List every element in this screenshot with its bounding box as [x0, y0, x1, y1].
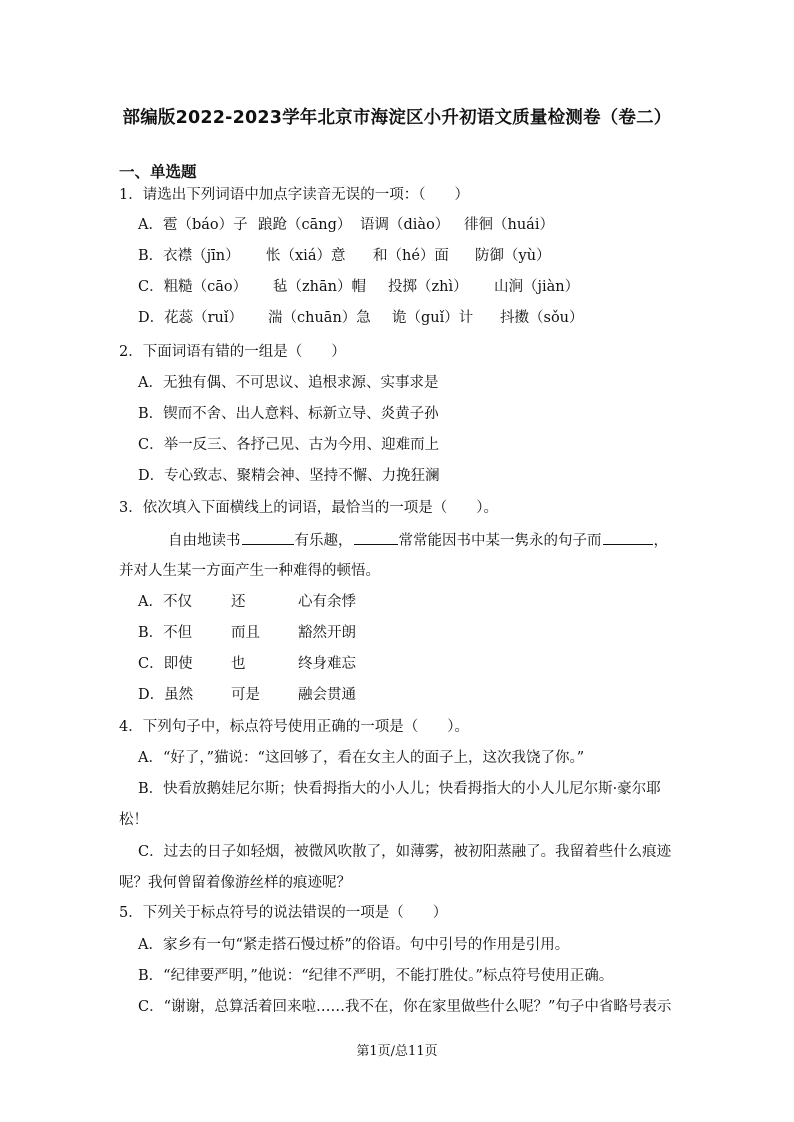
question-1-option-d	[138, 308, 584, 328]
question-4-option-b-line-1: B．快看放鹅娃尼尔斯；快看拇指大的小人儿；快看拇指大的小人儿尼尔斯·豪尔耶	[138, 781, 661, 797]
option-item: 而且	[231, 625, 260, 641]
passage-text: 自由地读书	[168, 533, 241, 549]
option-item: 还	[231, 594, 246, 610]
question-2-option-c: C．举一反三、各抒己见、古为今用、迎难而上	[138, 437, 440, 453]
option-item: 融会贯通	[298, 687, 356, 703]
option-item: 也	[231, 656, 246, 672]
document-title: 部编版2022-2023学年北京市海淀区小升初语文质量检测卷（卷二）	[122, 108, 672, 128]
option-item: 心有余悸	[298, 594, 356, 610]
passage-text: ，	[653, 533, 668, 549]
passage-text: 有乐趣，	[294, 533, 353, 549]
question-1-option-b	[138, 246, 551, 266]
option-item: 抖擞（sǒu）	[500, 310, 584, 326]
question-3-passage-line-2: 并对人生某一方面产生一种难得的顿悟。	[119, 563, 380, 579]
question-1-option-c	[138, 277, 579, 297]
question-4-option-c-line-1: C．过去的日子如轻烟，被微风吹散了，如薄雾，被初阳蒸融了。我留着些什么痕迹	[138, 844, 672, 860]
question-3-passage-line-1	[168, 530, 668, 551]
question-5-option-b: B．“纪律要严明，”他说：“纪律不严明，不能打胜仗。”标点符号使用正确。	[138, 968, 614, 984]
option-item: 豁然开朗	[298, 625, 356, 641]
option-item: B．衣襟（jīn）	[138, 248, 240, 264]
option-item: 湍（chuān）急	[268, 310, 371, 326]
question-2-option-b: B．锲而不舍、出人意料、标新立导、炎黄子孙	[138, 406, 439, 422]
question-2-stem: 2．下面词语有错的一组是（ ）	[119, 344, 346, 360]
option-item: 山涧（jiàn）	[494, 279, 580, 295]
question-4-option-b-line-2: 松！	[119, 812, 148, 828]
fill-blank	[603, 530, 653, 545]
question-5-stem: 5．下列关于标点符号的说法错误的一项是（ ）	[119, 905, 448, 921]
option-item: C．即使	[138, 656, 193, 672]
question-2-option-d: D．专心致志、聚精会神、坚持不懈、力挽狂澜	[138, 468, 440, 484]
option-item: 踉跄（cāng）	[258, 217, 352, 233]
question-3-stem: 3．依次填入下面横线上的词语，最恰当的一项是（ ）。	[119, 500, 498, 516]
section-heading: 一、单选题	[119, 163, 197, 181]
option-item: 毡（zhān）帽	[273, 279, 366, 295]
page-number-footer: 第1页/总11页	[356, 1044, 438, 1059]
option-item: 终身难忘	[298, 656, 356, 672]
option-item: 诡（guǐ）计	[392, 310, 474, 326]
option-item: 徘徊（huái）	[464, 217, 554, 233]
question-2-option-a: A．无独有偶、不可思议、追根求源、实事求是	[138, 375, 439, 391]
option-item: 可是	[231, 687, 260, 703]
question-5-option-a: A．家乡有一句“紧走搭石慢过桥”的俗语。句中引号的作用是引用。	[138, 937, 570, 953]
question-3-option-a	[138, 592, 356, 612]
option-item: A．不仅	[138, 594, 192, 610]
fill-blank	[354, 530, 398, 545]
option-item: 怅（xiá）意	[266, 248, 346, 264]
option-item: 投掷（zhì）	[388, 279, 468, 295]
option-item: C．粗糙（cāo）	[138, 279, 248, 295]
option-item: 防御（yù）	[475, 248, 551, 264]
question-3-option-b	[138, 623, 356, 643]
option-item: D．花蕊（ruǐ）	[138, 310, 244, 326]
option-item: D．虽然	[138, 687, 194, 703]
fill-blank	[242, 530, 294, 545]
option-item: 和（hé）面	[373, 248, 449, 264]
option-item: A．雹（báo）子	[138, 217, 248, 233]
option-item: B．不但	[138, 625, 193, 641]
question-3-option-c	[138, 654, 356, 674]
passage-text: 常常能因书中某一隽永的句子而	[398, 533, 602, 549]
question-1-stem: 1．请选出下列词语中加点字读音无误的一项：（ ）	[119, 187, 469, 203]
question-1-option-a	[138, 215, 554, 235]
question-4-stem: 4．下列句子中，标点符号使用正确的一项是（ ）。	[119, 719, 469, 735]
question-4-option-a: A．“好了，”猫说：“这回够了，看在女主人的面子上，这次我饶了你。”	[138, 750, 585, 766]
option-item: 语调（diào）	[360, 217, 450, 233]
question-3-option-d	[138, 685, 356, 705]
question-4-option-c-line-2: 呢？我何曾留着像游丝样的痕迹呢？	[119, 875, 351, 891]
question-5-option-c: C．“谢谢，总算活着回来啦……我不在，你在家里做些什么呢？”句子中省略号表示	[138, 999, 672, 1015]
